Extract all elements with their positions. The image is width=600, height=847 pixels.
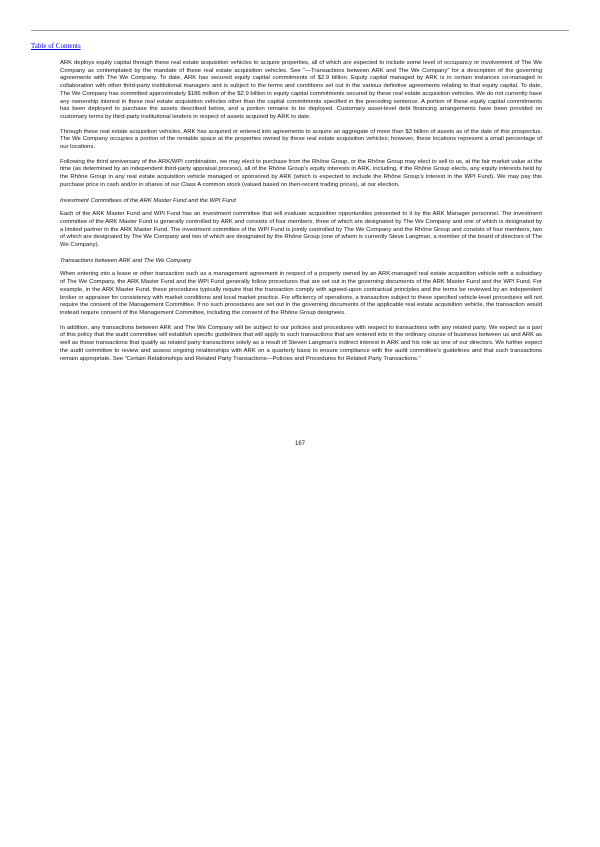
paragraph-ark-equity-capital: ARK deploys equity capital through these real estate acquisition vehicles to acquire properties, all of which are expected to include some level of occupancy or involvement of The We Company as contemplated by the mandate of these real estate acquisition vehicles. See “—Transactions between ARK and The We Company” for a description of the governing agreements with The We Company. To date, ARK has secured equity capital commitments of $2.9 billion. Equity capital managed by ARK is in certain instances co-managed in collaboration with other third-party institutional managers and is subject to the terms and conditions set out in the various definitive agreements relating to that equity capital. To date, The We Company has committed approximately $186 million of the $2.9 billion in equity capital commitments secured by these real estate acquisition vehicles. We do not currently have any ownership interest in these real estate acquisition vehicles other than the capital commitments specified in the preceding sentence. A portion of these equity capital commitments has been deployed to purchase the assets described below, and a portion remains to be deployed. Customary asset-level debt financing arrangements have been provided on customary terms by third-party institutional lenders in respect of assets acquired by ARK to date.: [60, 60, 542, 120]
paragraph-transaction-procedures: When entering into a lease or other transaction such as a management agreement in respect of a property owned by an ARK-managed real estate acquisition vehicle with a subsidiary of The We Company, the ARK Master Fund and the WPI Fund generally follow procedures that are set out in the governing documents of the ARK Master Fund and the WPI Fund. For example, in the ARK Master Fund, these procedures typically require that the transaction comply with agreed-upon contractual principles and the terms be reviewed by an independent broker or appraiser for consistency with market conditions and local market practice. For efficiency of operations, a transaction subject to these specified vehicle-level procedures will not require the consent of the Management Committee. If no such procedures are set out in the governing documents of the applicable real estate acquisition vehicle, the transaction would instead require consent of the Management Committee, including the consent of the Rhône Group designees.: [60, 271, 542, 316]
paragraph-rhone-purchase-option: Following the third anniversary of the ARK/WPI combination, we may elect to purchase from the Rhône Group, or the Rhône Group may elect to sell to us, at the fair market value at the time (as determined by an independent third-party appraisal process), all of the Rhône Group’s equity interests in ARK, including, if the Rhône Group elects, any equity interests held by the Rhône Group in any real estate acquisition vehicle managed or sponsored by ARK (which is expected to include the Rhône Group’s interest in the WPI Fund). We may pay this purchase price in cash and/or in shares of our Class A common stock (valued based on then-recent trading prices), at our election.: [60, 158, 542, 188]
paragraph-ark-acquisitions: Through these real estate acquisition vehicles, ARK has acquired or entered into agreements to acquire an aggregate of more than $3 billion of assets as of the date of this prospectus. The We Company occupies a portion of the rentable space at the properties owned by these real estate acquisition vehicles; however, these locations represent a small percentage of our locations.: [60, 128, 542, 151]
document-body: [60, 60, 542, 370]
section-heading-investment-committees: Investment Committees of the ARK Master Fund and the WPI Fund: [60, 197, 236, 204]
paragraph-related-party-policy: In addition, any transactions between ARK and The We Company will be subject to our policies and procedures with respect to transactions with any related party. We expect as a part of this policy that the audit committee will establish specific guidelines that will apply to such transactions that are entered into in the ordinary course of business between us and ARK as well as those transactions that qualify as related party transactions solely as a result of Steven Langman’s indirect interest in ARK and his role as one of our directors. We further expect the audit committee to review and assess ongoing relationships with ARK on a quarterly basis to ensure compliance with the audit committee’s guidelines and that such transactions remain appropriate. See “Certain Relationships and Related Party Transactions—Policies and Procedures for Related Party Transactions.”: [60, 324, 542, 362]
table-of-contents-link[interactable]: Table of Contents: [31, 42, 81, 50]
paragraph-investment-committees: Each of the ARK Master Fund and WPI Fund has an investment committee that will evaluate acquisition opportunities presented to it by the ARK Manager personnel. The investment committee of the ARK Master Fund is generally controlled by ARK and consists of four members, three of which are designated by The We Company and one of which is designated by a limited partner in the ARK Master Fund. The investment committee of the WPI Fund is jointly controlled by The We Company and the Rhône Group and consists of four members, two of which are designated by The We Company and two of which are designated by the Rhône Group (one of whom is currently Steve Langman, a member of the board of directors of The We Company).: [60, 211, 542, 249]
section-heading-transactions: Transactions between ARK and The We Company: [60, 257, 192, 264]
top-divider: [31, 30, 569, 31]
page-number: 167: [294, 441, 305, 447]
